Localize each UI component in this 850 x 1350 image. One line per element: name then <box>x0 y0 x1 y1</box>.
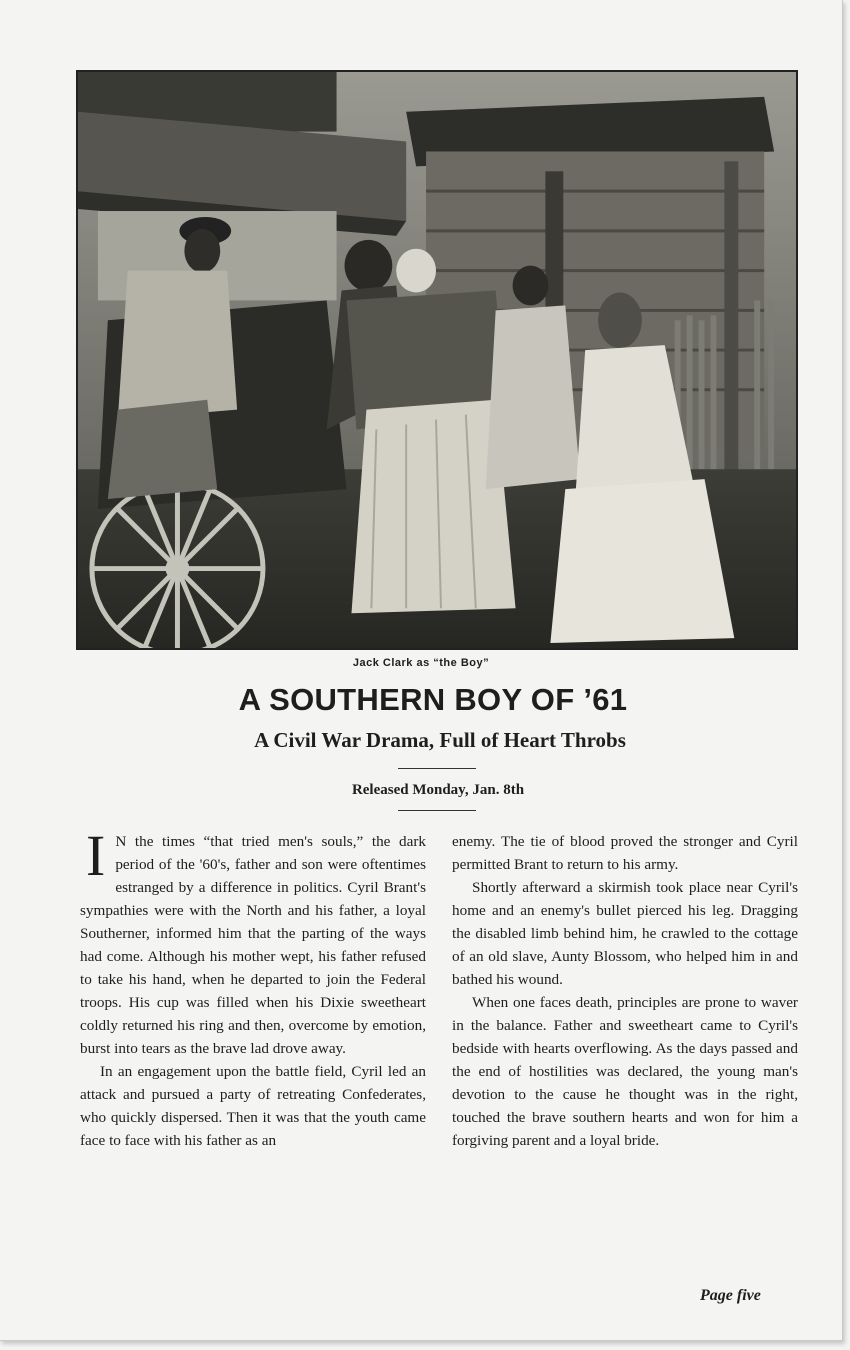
paragraph: Shortly afterward a skirmish took place near Cyril's home and an enemy's bullet pierced his leg. Dragging the disabled limb behind him, he crawled to the cottage of an old slave, Aunty Blossom, who helped him in and bathed his wound. <box>452 879 798 988</box>
paragraph: In an engagement upon the battle field, Cyril led an attack and pursued a party of retreating Confederates, who quickly dispersed. Then it was that the youth came face to face with his father as an <box>80 1063 426 1149</box>
divider-rule <box>398 810 476 811</box>
paragraph: enemy. The tie of blood proved the stronger and Cyril permitted Brant to return to his army. <box>452 833 798 873</box>
drop-cap: I <box>86 823 106 888</box>
paragraph <box>80 823 426 1060</box>
article-subtitle: A Civil War Drama, Full of Heart Throbs <box>254 728 626 752</box>
article-column-left <box>80 823 426 1152</box>
photo-caption: Jack Clark as “the Boy” <box>352 657 490 669</box>
article-title: A SOUTHERN BOY OF ’61 <box>238 682 628 717</box>
paragraph-text: N the times “that tried men's souls,” the dark period of the '60's, father and son were oftentimes estranged by a difference in politics. Cyril Brant's sympathies were with the North and his father, a loyal Southerner, informed him that the parting of the ways had come. Although his mother wept, his father refused to take his hand, when he departed to join the Federal troops. His cup was filled when his Dixie sweetheart coldly returned his ring and then, overcome by emotion, burst into tears as the brave lad drove away. <box>80 833 426 1057</box>
film-still-photo <box>76 70 798 650</box>
article-column-right <box>452 830 798 1152</box>
paragraph: When one faces death, principles are prone to waver in the balance. Father and sweetheart came to Cyril's bedside with hearts overflowing. As the days passed and the end of hostilities was declared, the young man's devotion to the cause he thought was in the right, touched the brave southern hearts and won for him a forgiving parent and a loyal bride. <box>452 994 798 1149</box>
release-date: Released Monday, Jan. 8th <box>351 782 525 798</box>
page-number: Page five <box>700 1287 761 1304</box>
divider-rule <box>398 768 476 769</box>
